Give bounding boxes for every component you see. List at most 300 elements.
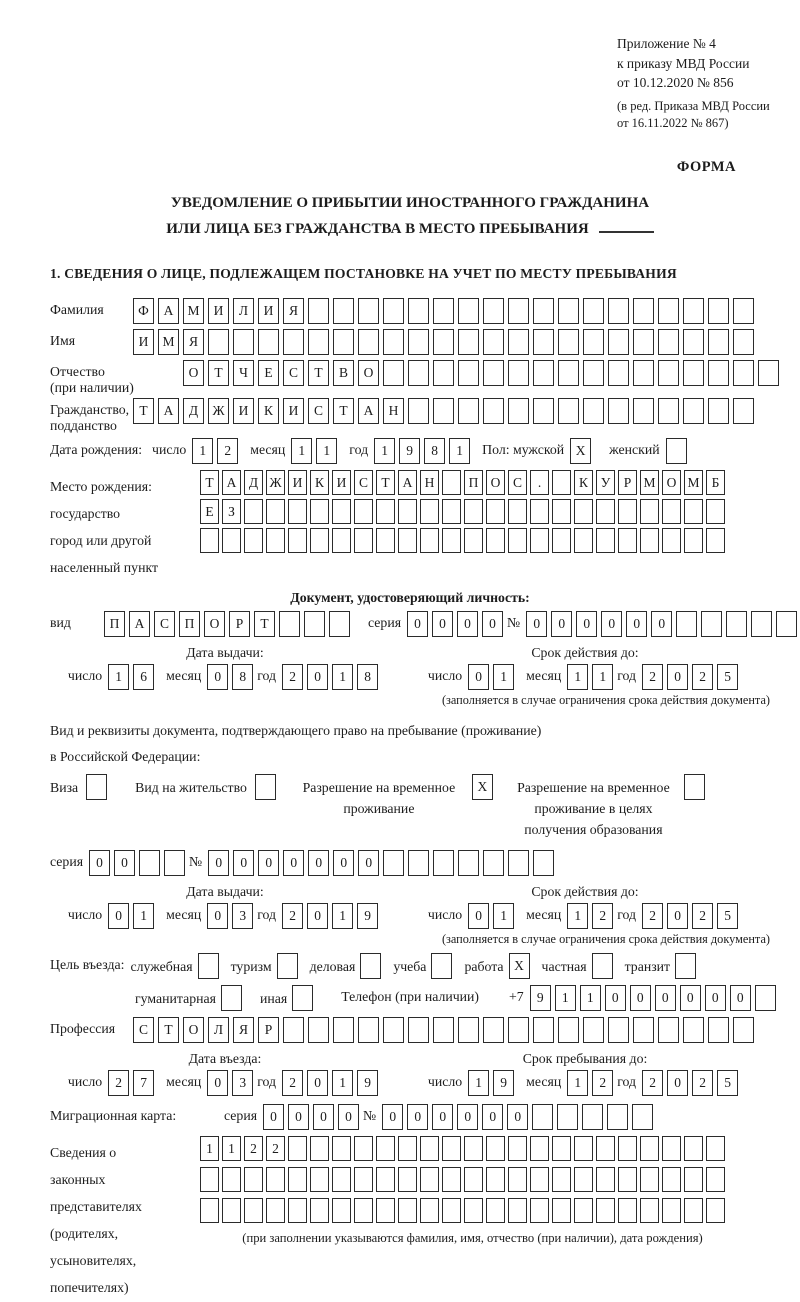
- cell[interactable]: 0: [651, 611, 672, 637]
- cell[interactable]: [398, 528, 417, 553]
- cell[interactable]: [266, 1198, 285, 1223]
- cell[interactable]: 1: [291, 438, 312, 464]
- cell[interactable]: [486, 1198, 505, 1223]
- cell[interactable]: [633, 298, 654, 324]
- cell[interactable]: [244, 1167, 263, 1192]
- cell[interactable]: [333, 298, 354, 324]
- cell[interactable]: [574, 1136, 593, 1161]
- cell[interactable]: [733, 360, 754, 386]
- cell[interactable]: [596, 499, 615, 524]
- cell[interactable]: [558, 398, 579, 424]
- cell[interactable]: Я: [183, 329, 204, 355]
- cell[interactable]: 0: [108, 903, 129, 929]
- cell[interactable]: 0: [457, 611, 478, 637]
- cell[interactable]: [433, 850, 454, 876]
- residence-valid-month[interactable]: [567, 903, 617, 929]
- cell[interactable]: 2: [692, 664, 713, 690]
- cell[interactable]: [558, 329, 579, 355]
- cell[interactable]: А: [129, 611, 150, 637]
- cell[interactable]: 1: [580, 985, 601, 1011]
- cell[interactable]: [662, 1167, 681, 1192]
- cell[interactable]: [574, 499, 593, 524]
- cell[interactable]: [618, 1167, 637, 1192]
- cell[interactable]: [662, 499, 681, 524]
- cell[interactable]: [592, 953, 613, 979]
- cell[interactable]: [408, 1017, 429, 1043]
- cell[interactable]: 0: [576, 611, 597, 637]
- cell[interactable]: [608, 360, 629, 386]
- cell[interactable]: [139, 850, 160, 876]
- cell[interactable]: [552, 499, 571, 524]
- cell[interactable]: [508, 1136, 527, 1161]
- cell[interactable]: [398, 499, 417, 524]
- birth-month-field[interactable]: [291, 438, 341, 464]
- cell[interactable]: [279, 611, 300, 637]
- cell[interactable]: [354, 528, 373, 553]
- cell[interactable]: 0: [667, 903, 688, 929]
- cell[interactable]: 0: [338, 1104, 359, 1130]
- cell[interactable]: [618, 1198, 637, 1223]
- cell[interactable]: .: [530, 470, 549, 495]
- cell[interactable]: [708, 298, 729, 324]
- cell[interactable]: [508, 360, 529, 386]
- cell[interactable]: [266, 499, 285, 524]
- cell[interactable]: [706, 1198, 725, 1223]
- cell[interactable]: С: [283, 360, 304, 386]
- cell[interactable]: [533, 329, 554, 355]
- cell[interactable]: [662, 528, 681, 553]
- cell[interactable]: 0: [382, 1104, 403, 1130]
- cell[interactable]: [618, 1136, 637, 1161]
- cell[interactable]: 0: [407, 611, 428, 637]
- cell[interactable]: [483, 360, 504, 386]
- cell[interactable]: [483, 398, 504, 424]
- cell[interactable]: [558, 360, 579, 386]
- cell[interactable]: [354, 1198, 373, 1223]
- cell[interactable]: И: [233, 398, 254, 424]
- cell[interactable]: [332, 499, 351, 524]
- sex-female-checkbox[interactable]: [666, 438, 691, 464]
- cell[interactable]: [508, 850, 529, 876]
- cell[interactable]: [304, 611, 325, 637]
- cell[interactable]: [333, 329, 354, 355]
- cell[interactable]: Р: [229, 611, 250, 637]
- given-name-field[interactable]: [133, 329, 758, 355]
- cell[interactable]: [333, 1017, 354, 1043]
- residence-series-field[interactable]: [89, 850, 189, 876]
- cell[interactable]: Т: [254, 611, 275, 637]
- cell[interactable]: 7: [133, 1070, 154, 1096]
- migration-number-field[interactable]: [382, 1104, 657, 1130]
- cell[interactable]: [266, 528, 285, 553]
- cell[interactable]: [574, 528, 593, 553]
- cell[interactable]: [633, 1017, 654, 1043]
- cell[interactable]: [596, 528, 615, 553]
- cell[interactable]: [708, 398, 729, 424]
- cell[interactable]: [633, 398, 654, 424]
- cell[interactable]: [633, 360, 654, 386]
- cell[interactable]: [408, 360, 429, 386]
- patronymic-field[interactable]: [183, 360, 783, 386]
- cell[interactable]: [222, 1198, 241, 1223]
- cell[interactable]: 2: [266, 1136, 285, 1161]
- cell[interactable]: [222, 1167, 241, 1192]
- cell[interactable]: [633, 329, 654, 355]
- cell[interactable]: [486, 528, 505, 553]
- cell[interactable]: К: [310, 470, 329, 495]
- cell[interactable]: [558, 298, 579, 324]
- residence-issue-year[interactable]: [282, 903, 382, 929]
- doc-issue-month[interactable]: [207, 664, 257, 690]
- cell[interactable]: Я: [283, 298, 304, 324]
- cell[interactable]: [332, 528, 351, 553]
- cell[interactable]: М: [158, 329, 179, 355]
- cell[interactable]: [658, 329, 679, 355]
- cell[interactable]: [508, 298, 529, 324]
- cell[interactable]: [530, 1198, 549, 1223]
- cell[interactable]: [288, 1136, 307, 1161]
- cell[interactable]: [608, 329, 629, 355]
- cell[interactable]: 0: [114, 850, 135, 876]
- cell[interactable]: 1: [449, 438, 470, 464]
- cell[interactable]: [684, 499, 703, 524]
- purpose-transit-checkbox[interactable]: [675, 953, 700, 979]
- cell[interactable]: В: [333, 360, 354, 386]
- cell[interactable]: О: [183, 1017, 204, 1043]
- cell[interactable]: [277, 953, 298, 979]
- cell[interactable]: [288, 499, 307, 524]
- cell[interactable]: [383, 850, 404, 876]
- cell[interactable]: [358, 329, 379, 355]
- cell[interactable]: К: [258, 398, 279, 424]
- cell[interactable]: 8: [232, 664, 253, 690]
- cell[interactable]: Т: [133, 398, 154, 424]
- purpose-study-checkbox[interactable]: [431, 953, 456, 979]
- cell[interactable]: [684, 1198, 703, 1223]
- cell[interactable]: [608, 1017, 629, 1043]
- cell[interactable]: [552, 1167, 571, 1192]
- residence-permit-checkbox[interactable]: [255, 774, 280, 800]
- doc-kind-field[interactable]: [104, 611, 354, 637]
- surname-field[interactable]: [133, 298, 758, 324]
- cell[interactable]: 1: [108, 664, 129, 690]
- cell[interactable]: [376, 1198, 395, 1223]
- cell[interactable]: 3: [232, 1070, 253, 1096]
- cell[interactable]: 0: [313, 1104, 334, 1130]
- cell[interactable]: [442, 528, 461, 553]
- doc-valid-month[interactable]: [567, 664, 617, 690]
- cell[interactable]: [383, 360, 404, 386]
- cell[interactable]: [420, 1198, 439, 1223]
- cell[interactable]: [458, 1017, 479, 1043]
- cell[interactable]: 0: [263, 1104, 284, 1130]
- stay-year[interactable]: [642, 1070, 742, 1096]
- doc-number-field[interactable]: [526, 611, 800, 637]
- cell[interactable]: С: [154, 611, 175, 637]
- cell[interactable]: [458, 360, 479, 386]
- cell[interactable]: Ч: [233, 360, 254, 386]
- cell[interactable]: [233, 329, 254, 355]
- cell[interactable]: [583, 1017, 604, 1043]
- cell[interactable]: [383, 329, 404, 355]
- cell[interactable]: 8: [357, 664, 378, 690]
- cell[interactable]: 0: [468, 664, 489, 690]
- cell[interactable]: [596, 1167, 615, 1192]
- cell[interactable]: [552, 1136, 571, 1161]
- cell[interactable]: 0: [207, 903, 228, 929]
- cell[interactable]: [666, 438, 687, 464]
- profession-field[interactable]: [133, 1017, 758, 1043]
- cell[interactable]: [530, 499, 549, 524]
- purpose-tourism-checkbox[interactable]: [277, 953, 302, 979]
- cell[interactable]: [376, 1136, 395, 1161]
- cell[interactable]: [332, 1167, 351, 1192]
- cell[interactable]: 6: [133, 664, 154, 690]
- cell[interactable]: [332, 1136, 351, 1161]
- cell[interactable]: 0: [333, 850, 354, 876]
- cell[interactable]: [683, 329, 704, 355]
- cell[interactable]: [557, 1104, 578, 1130]
- cell[interactable]: [442, 1198, 461, 1223]
- cell[interactable]: 0: [630, 985, 651, 1011]
- cell[interactable]: 0: [407, 1104, 428, 1130]
- cell[interactable]: [383, 298, 404, 324]
- cell[interactable]: 2: [642, 664, 663, 690]
- cell[interactable]: Т: [200, 470, 219, 495]
- cell[interactable]: 0: [667, 1070, 688, 1096]
- cell[interactable]: [358, 298, 379, 324]
- cell[interactable]: 0: [626, 611, 647, 637]
- cell[interactable]: 0: [482, 1104, 503, 1130]
- cell[interactable]: [640, 1198, 659, 1223]
- cell[interactable]: [283, 1017, 304, 1043]
- cell[interactable]: [708, 1017, 729, 1043]
- cell[interactable]: 1: [192, 438, 213, 464]
- visa-checkbox[interactable]: [86, 774, 111, 800]
- purpose-humanitarian-checkbox[interactable]: [221, 985, 246, 1011]
- cell[interactable]: Л: [208, 1017, 229, 1043]
- cell[interactable]: [684, 774, 705, 800]
- cell[interactable]: [464, 528, 483, 553]
- cell[interactable]: Д: [183, 398, 204, 424]
- cell[interactable]: 1: [468, 1070, 489, 1096]
- cell[interactable]: А: [398, 470, 417, 495]
- cell[interactable]: 1: [493, 664, 514, 690]
- cell[interactable]: [684, 528, 703, 553]
- cell[interactable]: [308, 1017, 329, 1043]
- cell[interactable]: 1: [200, 1136, 219, 1161]
- cell[interactable]: [398, 1167, 417, 1192]
- cell[interactable]: 2: [282, 903, 303, 929]
- cell[interactable]: У: [596, 470, 615, 495]
- cell[interactable]: 0: [258, 850, 279, 876]
- cell[interactable]: Ф: [133, 298, 154, 324]
- cell[interactable]: [508, 1017, 529, 1043]
- cell[interactable]: [640, 1167, 659, 1192]
- cell[interactable]: Т: [376, 470, 395, 495]
- cell[interactable]: [464, 1198, 483, 1223]
- cell[interactable]: [552, 528, 571, 553]
- cell[interactable]: [683, 1017, 704, 1043]
- cell[interactable]: [733, 398, 754, 424]
- cell[interactable]: [706, 1167, 725, 1192]
- cell[interactable]: 0: [432, 1104, 453, 1130]
- cell[interactable]: [288, 1167, 307, 1192]
- cell[interactable]: [618, 499, 637, 524]
- temp-residence-education-checkbox[interactable]: [684, 774, 709, 800]
- residence-number-field[interactable]: [208, 850, 558, 876]
- cell[interactable]: 1: [555, 985, 576, 1011]
- cell[interactable]: [508, 1167, 527, 1192]
- cell[interactable]: [751, 611, 772, 637]
- cell[interactable]: [433, 360, 454, 386]
- cell[interactable]: [464, 1136, 483, 1161]
- cell[interactable]: [583, 329, 604, 355]
- cell[interactable]: 2: [592, 1070, 613, 1096]
- purpose-work-checkbox[interactable]: [509, 953, 534, 979]
- cell[interactable]: [408, 329, 429, 355]
- cell[interactable]: [755, 985, 776, 1011]
- cell[interactable]: 0: [288, 1104, 309, 1130]
- citizenship-field[interactable]: [133, 398, 758, 424]
- cell[interactable]: 2: [108, 1070, 129, 1096]
- cell[interactable]: 2: [692, 903, 713, 929]
- cell[interactable]: [420, 1136, 439, 1161]
- residence-valid-year[interactable]: [642, 903, 742, 929]
- cell[interactable]: Ж: [208, 398, 229, 424]
- cell[interactable]: [360, 953, 381, 979]
- cell[interactable]: [433, 398, 454, 424]
- cell[interactable]: [329, 611, 350, 637]
- cell[interactable]: 1: [567, 903, 588, 929]
- cell[interactable]: Д: [244, 470, 263, 495]
- cell[interactable]: 2: [217, 438, 238, 464]
- cell[interactable]: 5: [717, 664, 738, 690]
- cell[interactable]: [684, 1167, 703, 1192]
- cell[interactable]: [533, 1017, 554, 1043]
- cell[interactable]: 2: [642, 1070, 663, 1096]
- cell[interactable]: [383, 1017, 404, 1043]
- cell[interactable]: [706, 1136, 725, 1161]
- cell[interactable]: 0: [207, 664, 228, 690]
- cell[interactable]: [464, 499, 483, 524]
- cell[interactable]: Н: [420, 470, 439, 495]
- cell[interactable]: 2: [642, 903, 663, 929]
- cell[interactable]: [442, 1136, 461, 1161]
- cell[interactable]: [258, 329, 279, 355]
- cell[interactable]: [508, 499, 527, 524]
- cell[interactable]: 2: [282, 1070, 303, 1096]
- cell[interactable]: 0: [307, 903, 328, 929]
- cell[interactable]: И: [283, 398, 304, 424]
- cell[interactable]: [483, 1017, 504, 1043]
- cell[interactable]: 0: [233, 850, 254, 876]
- cell[interactable]: [433, 298, 454, 324]
- cell[interactable]: 0: [655, 985, 676, 1011]
- cell[interactable]: [530, 528, 549, 553]
- cell[interactable]: [288, 528, 307, 553]
- cell[interactable]: [552, 470, 571, 495]
- cell[interactable]: М: [183, 298, 204, 324]
- cell[interactable]: А: [158, 298, 179, 324]
- cell[interactable]: [706, 499, 725, 524]
- cell[interactable]: [618, 528, 637, 553]
- cell[interactable]: 9: [357, 903, 378, 929]
- cell[interactable]: [733, 1017, 754, 1043]
- stay-day[interactable]: [468, 1070, 518, 1096]
- cell[interactable]: [733, 329, 754, 355]
- purpose-other-checkbox[interactable]: [292, 985, 317, 1011]
- cell[interactable]: [574, 1198, 593, 1223]
- cell[interactable]: 0: [207, 1070, 228, 1096]
- cell[interactable]: С: [508, 470, 527, 495]
- cell[interactable]: 0: [468, 903, 489, 929]
- cell[interactable]: 0: [730, 985, 751, 1011]
- cell[interactable]: [358, 1017, 379, 1043]
- cell[interactable]: И: [332, 470, 351, 495]
- cell[interactable]: [558, 1017, 579, 1043]
- cell[interactable]: [596, 1198, 615, 1223]
- cell[interactable]: О: [183, 360, 204, 386]
- cell[interactable]: [683, 360, 704, 386]
- cell[interactable]: [582, 1104, 603, 1130]
- cell[interactable]: [200, 528, 219, 553]
- migration-series-field[interactable]: [263, 1104, 363, 1130]
- cell[interactable]: [684, 1136, 703, 1161]
- cell[interactable]: [442, 470, 461, 495]
- cell[interactable]: 1: [592, 664, 613, 690]
- cell[interactable]: [658, 398, 679, 424]
- cell[interactable]: П: [104, 611, 125, 637]
- cell[interactable]: [708, 360, 729, 386]
- cell[interactable]: А: [158, 398, 179, 424]
- cell[interactable]: Л: [233, 298, 254, 324]
- cell[interactable]: 0: [526, 611, 547, 637]
- cell[interactable]: [308, 298, 329, 324]
- cell[interactable]: И: [133, 329, 154, 355]
- cell[interactable]: 9: [399, 438, 420, 464]
- cell[interactable]: [244, 528, 263, 553]
- cell[interactable]: [486, 499, 505, 524]
- cell[interactable]: 0: [680, 985, 701, 1011]
- cell[interactable]: П: [464, 470, 483, 495]
- cell[interactable]: [530, 1167, 549, 1192]
- cell[interactable]: О: [358, 360, 379, 386]
- cell[interactable]: О: [662, 470, 681, 495]
- cell[interactable]: [376, 1167, 395, 1192]
- cell[interactable]: [86, 774, 107, 800]
- cell[interactable]: С: [354, 470, 373, 495]
- cell[interactable]: [420, 499, 439, 524]
- cell[interactable]: X: [509, 953, 530, 979]
- cell[interactable]: П: [179, 611, 200, 637]
- cell[interactable]: [310, 1136, 329, 1161]
- cell[interactable]: [683, 398, 704, 424]
- cell[interactable]: [354, 1136, 373, 1161]
- cell[interactable]: [776, 611, 797, 637]
- cell[interactable]: 0: [667, 664, 688, 690]
- cell[interactable]: [662, 1198, 681, 1223]
- cell[interactable]: [244, 499, 263, 524]
- cell[interactable]: [310, 499, 329, 524]
- cell[interactable]: [198, 953, 219, 979]
- cell[interactable]: [464, 1167, 483, 1192]
- cell[interactable]: О: [204, 611, 225, 637]
- cell[interactable]: И: [258, 298, 279, 324]
- cell[interactable]: К: [574, 470, 593, 495]
- phone-field[interactable]: [530, 985, 780, 1011]
- representatives-line3[interactable]: [200, 1198, 745, 1223]
